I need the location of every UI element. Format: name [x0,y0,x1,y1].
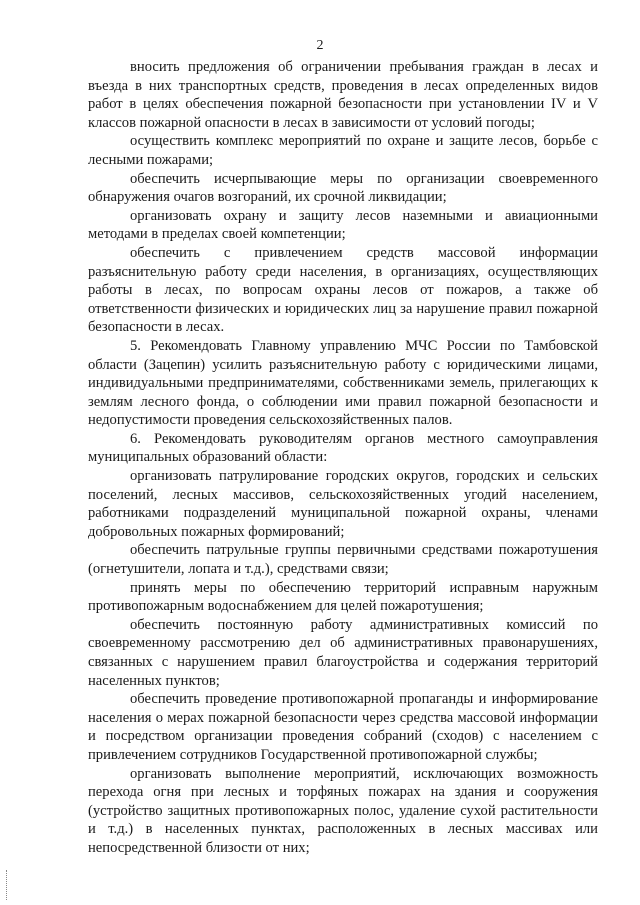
paragraph-item-6: 6. Рекомендовать руководителям органов местного самоуправления муниципальных образований области: [88,430,598,466]
paragraph-media-outreach: обеспечить с привлечением средств массовой информации разъяснительную работу среди населения, в организациях, осуществляющих работы в лесах, по вопросам охраны лесов от пожаров, а также об ответственности физических и юридических лиц за нарушение правил пожарной безопасности в лесах. [88,244,598,336]
paragraph-patrol-equipment: обеспечить патрульные группы первичными средствами пожаротушения (огнетушители, лопата и т.д.), средствами связи; [88,542,598,578]
paragraph-propose-restrictions: вносить предложения об ограничении пребывания граждан в лесах и въезда в них транспортных средств, проведения в лесах определенных видов работ в целях обеспечения пожарной безопасности при установлении IV и V классов пожарной опасности в лесах в зависимости от условий погоды; [88,59,598,131]
page-number: 2 [316,38,324,53]
paragraph-fire-detection: обеспечить исчерпывающие меры по организации своевременного обнаружения очагов возгораний, их срочной ликвидации; [88,170,598,206]
scan-margin-marks [6,870,9,900]
paragraph-forest-protection-complex: осуществить комплекс мероприятий по охране и защите лесов, борьбе с лесными пожарами; [88,133,598,168]
paragraph-ground-air-protection: организовать охрану и защиту лесов наземными и авиационными методами в пределах своей компетенции; [88,207,598,243]
paragraph-item-5: 5. Рекомендовать Главному управлению МЧС России по Тамбовской области (Зацепин) усилить разъяснительную работу с юридическими лицами, индивидуальными предпринимателями, собственниками земель, прилегающих к землям лесного фонда, о соблюдении ими правил пожарной безопасности и недопустимости проведения сельскохозяйственных палов. [88,337,598,429]
paragraph-admin-commissions: обеспечить постоянную работу административных комиссий по своевременному рассмотрению дел об административных правонарушениях, связанных с нарушением правил благоустройства и содержания территорий населенных пунктов; [88,616,598,689]
paragraph-patrol-organization: организовать патрулирование городских округов, городских и сельских поселений, лесных массивов, сельскохозяйственных угодий населением, работниками подразделений муниципальной пожарной охраны, членами добровольных пожарных формирований; [88,468,598,540]
paragraph-water-supply: принять меры по обеспечению территорий исправным наружным противопожарным водоснабжением для целей пожаротушения; [88,579,598,615]
paragraph-fire-propaganda: обеспечить проведение противопожарной пропаганды и информирование населения о мерах пожарной безопасности через средства массовой информации и посредством организации проведения собраний (сходов) с населением с привлечением сотрудников Государственной противопожарной службы; [88,691,598,763]
document-body [88,58,598,858]
paragraph-fire-barrier-measures: организовать выполнение мероприятий, исключающих возможность перехода огня при лесных и торфяных пожарах на здания и сооружения (устройство защитных противопожарных полос, удаление сухой растительности и т.д.) в населенных пунктах, расположенных в лесных массивах или непосредственной близости от них; [88,765,598,856]
